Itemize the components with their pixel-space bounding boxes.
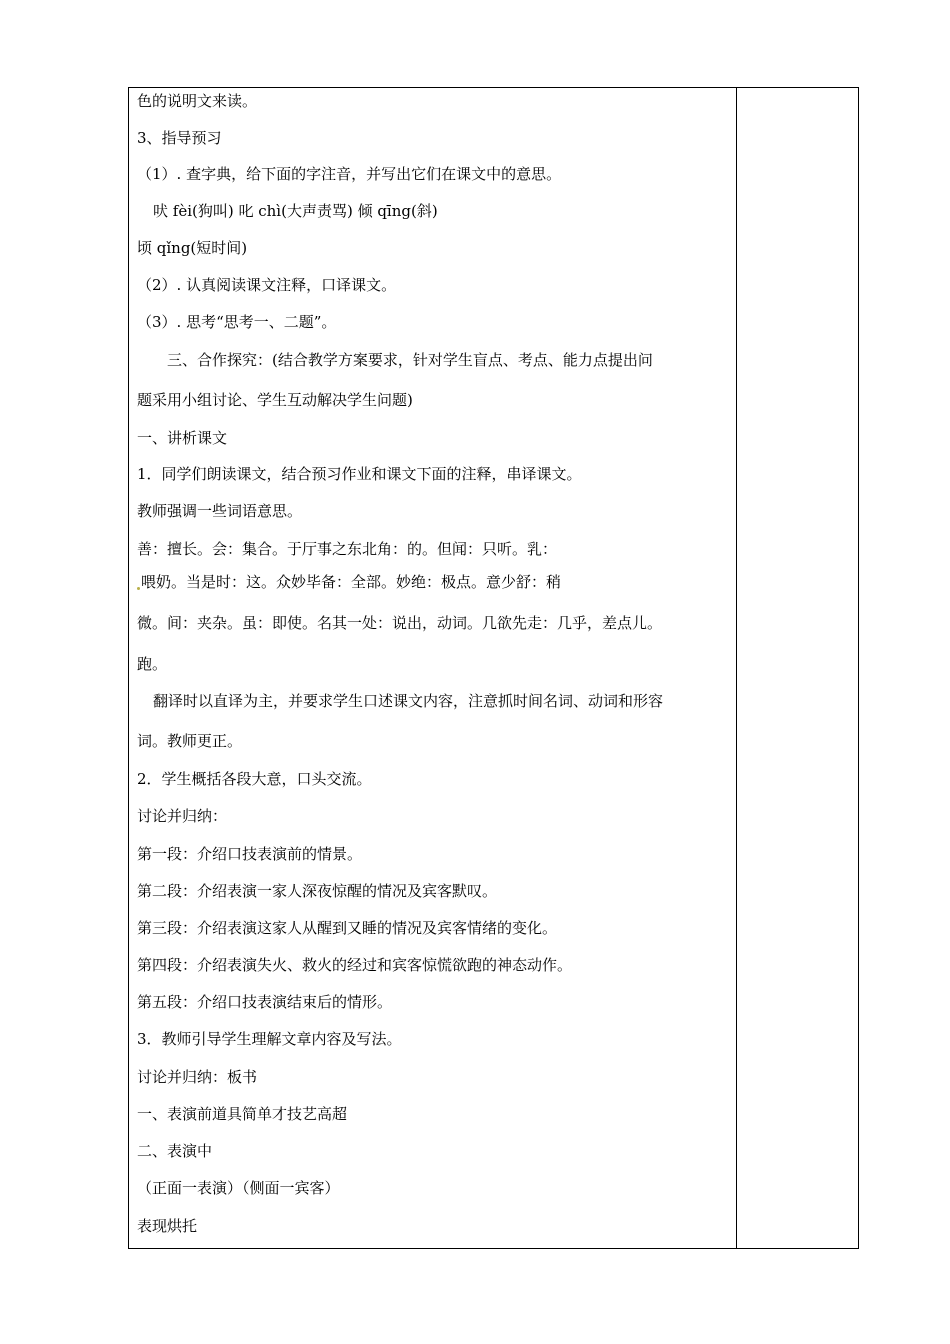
text-line: 第三段：介绍表演这家人从醒到又睡的情况及宾客情绪的变化。 bbox=[137, 919, 558, 937]
text-line: 第一段：介绍口技表演前的情景。 bbox=[137, 845, 363, 863]
text-line: 2．学生概括各段大意，口头交流。 bbox=[137, 770, 372, 788]
column-divider bbox=[736, 88, 737, 1248]
text-line: （3）. 思考“思考一、二题”。 bbox=[137, 313, 337, 331]
text-line: 讨论并归纳： bbox=[137, 807, 228, 825]
text-line: （正面一表演）（侧面一宾客） bbox=[137, 1179, 340, 1197]
text-line: 词。教师更正。 bbox=[137, 732, 243, 750]
text-line: 微。间：夹杂。虽：即使。名其一处：说出，动词。几欲先走：几乎，差点儿。 bbox=[137, 614, 663, 632]
text-line: （2）. 认真阅读课文注释，口译课文。 bbox=[137, 276, 397, 294]
text-line: 讨论并归纳：板书 bbox=[137, 1068, 258, 1086]
text-line: 一、讲析课文 bbox=[137, 429, 228, 447]
text-line: 1．同学们朗读课文，结合预习作业和课文下面的注释，串译课文。 bbox=[137, 465, 582, 483]
text-line: 一、表演前道具简单才技艺高超 bbox=[137, 1105, 348, 1123]
edit-mark bbox=[137, 587, 140, 590]
text-line: 教师强调一些词语意思。 bbox=[137, 502, 303, 520]
text-line: 跑。 bbox=[137, 655, 168, 673]
text-line: 表现烘托 bbox=[137, 1217, 198, 1235]
text-line: 3、指导预习 bbox=[137, 129, 222, 147]
text-line: 善：擅长。会：集合。于厅事之东北角：的。但闻：只听。乳： bbox=[137, 540, 558, 558]
text-line: （1）. 查字典，给下面的字注音，并写出它们在课文中的意思。 bbox=[137, 165, 562, 183]
text-line: 三、合作探究：(结合教学方案要求，针对学生盲点、考点、能力点提出问 bbox=[167, 351, 653, 369]
text-line: 吠 fèi(狗叫) 叱 chì(大声责骂) 倾 qīng(斜) bbox=[153, 202, 438, 220]
text-line: 二、表演中 bbox=[137, 1142, 213, 1160]
text-line: 第五段：介绍口技表演结束后的情形。 bbox=[137, 993, 393, 1011]
text-line: 第二段：介绍表演一家人深夜惊醒的情况及宾客默叹。 bbox=[137, 882, 498, 900]
text-line: 喂奶。当是时：这。众妙毕备：全部。妙绝：极点。意少舒：稍 bbox=[137, 572, 561, 592]
text-line: 色的说明文来读。 bbox=[137, 92, 258, 110]
lesson-table bbox=[128, 87, 859, 1249]
text-line: 3．教师引导学生理解文章内容及写法。 bbox=[137, 1030, 402, 1048]
text-line: 题采用小组讨论、学生互动解决学生问题) bbox=[137, 391, 413, 409]
text-line: 顷 qǐng(短时间) bbox=[137, 239, 248, 257]
text-line: 第四段：介绍表演失火、救火的经过和宾客惊慌欲跑的神态动作。 bbox=[137, 956, 573, 974]
text-line: 翻译时以直译为主，并要求学生口述课文内容，注意抓时间名词、动词和形容 bbox=[153, 692, 664, 710]
